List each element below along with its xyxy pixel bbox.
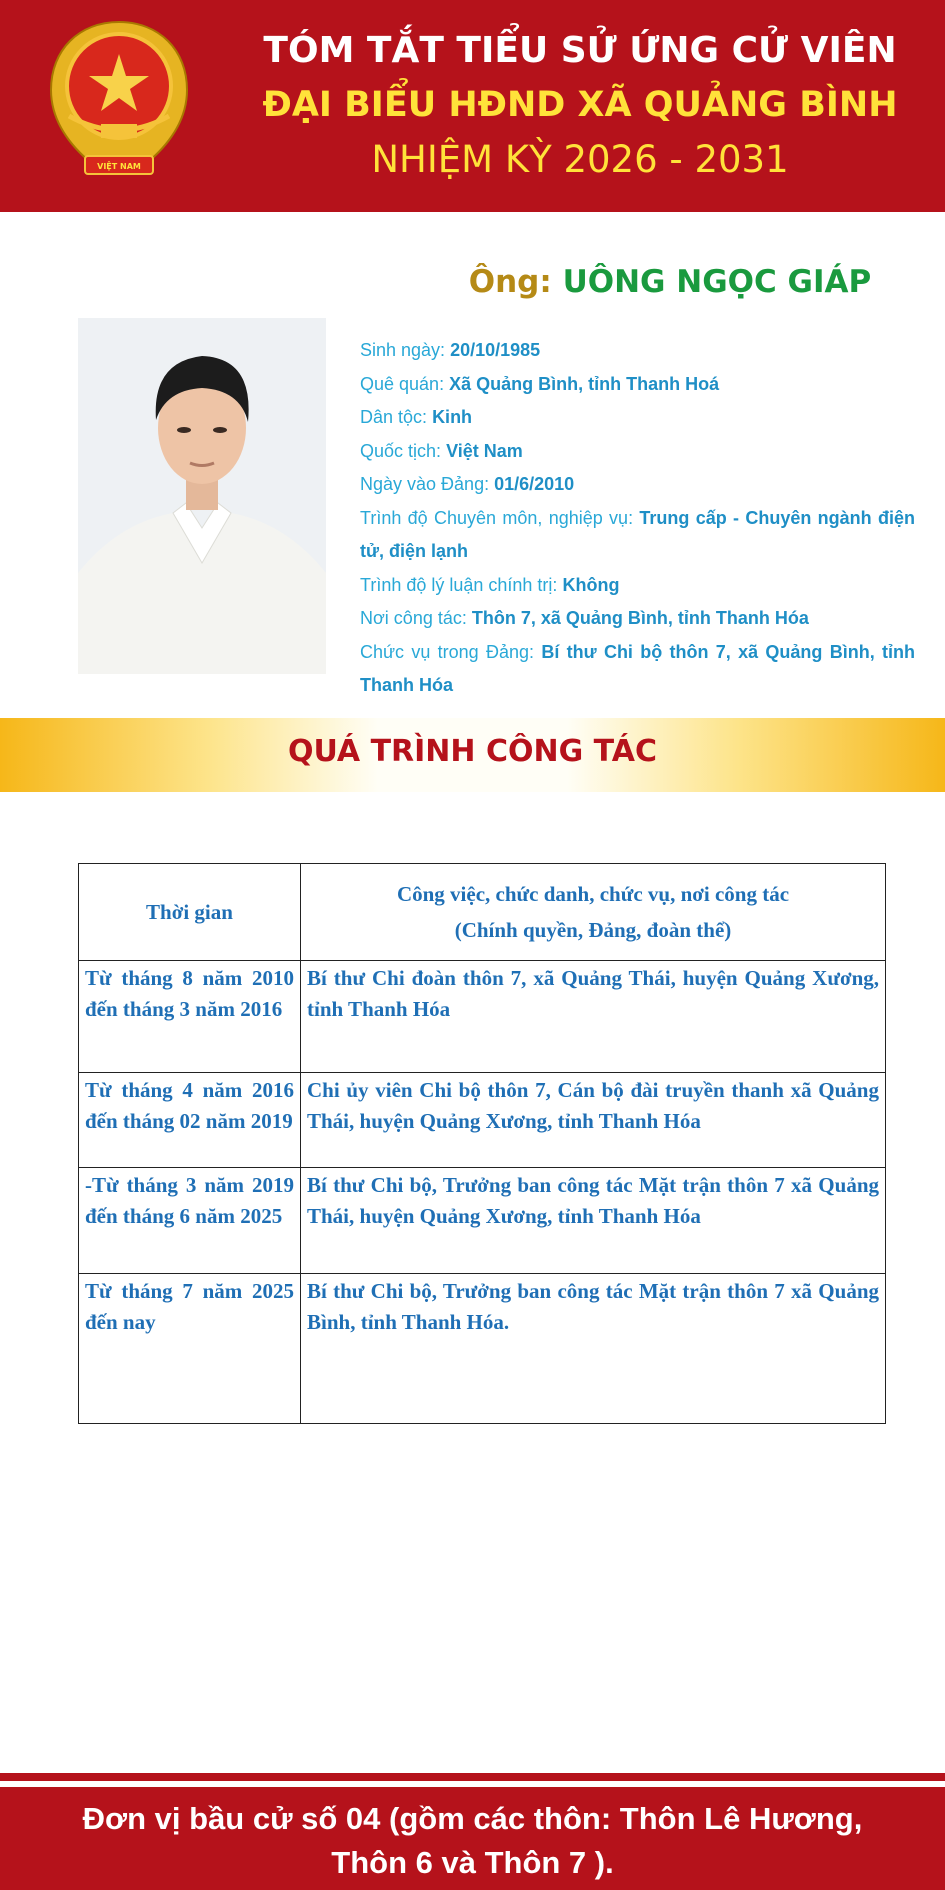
header-time: Thời gian [79, 864, 301, 961]
footer-text [20, 1797, 925, 1885]
table-row [79, 1168, 886, 1274]
candidate-name: UÔNG NGỌC GIÁP [562, 264, 872, 300]
info-value: 20/10/1985 [450, 340, 541, 360]
time-cell: -Từ tháng 3 năm 2019 đến tháng 6 năm 2025 [79, 1168, 301, 1274]
footer-line2: Thôn 6 và Thôn 7 ). [331, 1845, 614, 1880]
candidate-name-line [440, 264, 900, 300]
header-term: NHIỆM KỲ 2026 - 2031 [371, 138, 789, 181]
work-history-table [78, 863, 886, 1424]
info-label: Nơi công tác: [360, 608, 467, 628]
header-work-line2: (Chính quyền, Đảng, đoàn thể) [454, 918, 732, 942]
emblem-label: VIỆT NAM [97, 162, 141, 171]
info-nationality [360, 435, 915, 469]
candidate-info [360, 334, 915, 703]
table-row [79, 961, 886, 1073]
info-value: Kinh [432, 407, 473, 427]
candidate-prefix: Ông: [468, 264, 552, 300]
footer-stripe [0, 1773, 945, 1781]
info-workplace [360, 602, 915, 636]
info-label: Sinh ngày: [360, 340, 446, 360]
info-label: Quê quán: [360, 373, 445, 394]
table-header-row [79, 864, 886, 961]
work-cell: Chi ủy viên Chi bộ thôn 7, Cán bộ đài truyền thanh xã Quảng Thái, huyện Quảng Xương, tỉnh Thanh Hóa [301, 1073, 886, 1168]
portrait-image [78, 318, 326, 674]
candidate-photo [78, 318, 326, 674]
info-value: Thôn 7, xã Quảng Bình, tỉnh Thanh Hóa [471, 608, 809, 628]
info-label: Dân tộc: [360, 407, 428, 427]
footer-line1: Đơn vị bầu cử số 04 (gồm các thôn: Thôn Lê Hương, [82, 1801, 863, 1836]
table-row [79, 1274, 886, 1424]
work-cell: Bí thư Chi bộ, Trưởng ban công tác Mặt trận thôn 7 xã Quảng Thái, huyện Quảng Xương, tỉnh Thanh Hóa [301, 1168, 886, 1274]
national-emblem-icon [38, 16, 200, 184]
header-subtitle: ĐẠI BIỂU HĐND XÃ QUẢNG BÌNH [262, 85, 898, 125]
time-cell: Từ tháng 8 năm 2010 đến tháng 3 năm 2016 [79, 961, 301, 1073]
info-hometown [360, 368, 915, 402]
info-professional-level [360, 502, 915, 569]
info-birth-date [360, 334, 915, 368]
info-value: 01/6/2010 [494, 474, 575, 494]
info-label: Ngày vào Đảng: [360, 474, 490, 494]
time-cell: Từ tháng 4 năm 2016 đến tháng 02 năm 2019 [79, 1073, 301, 1168]
info-label: Trình độ Chuyên môn, nghiệp vụ: [360, 507, 634, 528]
info-party-join-date [360, 468, 915, 502]
info-value: Trung cấp - Chuyên ngành điện tử, điện lạnh [360, 507, 915, 561]
info-value: Việt Nam [446, 440, 523, 461]
info-label: Trình độ lý luận chính trị: [360, 574, 558, 595]
info-political-theory [360, 569, 915, 603]
info-ethnicity [360, 401, 915, 435]
info-value: Bí thư Chi bộ thôn 7, xã Quảng Bình, tỉnh Thanh Hóa [360, 641, 915, 695]
header-work [301, 864, 886, 961]
info-value: Xã Quảng Bình, tỉnh Thanh Hoá [449, 373, 720, 394]
time-cell: Từ tháng 7 năm 2025 đến nay [79, 1274, 301, 1424]
work-cell: Bí thư Chi bộ, Trưởng ban công tác Mặt trận thôn 7 xã Quảng Bình, tỉnh Thanh Hóa. [301, 1274, 886, 1424]
header-work-line1: Công việc, chức danh, chức vụ, nơi công tác [396, 882, 790, 906]
info-label: Quốc tịch: [360, 440, 442, 461]
table-row [79, 1073, 886, 1168]
info-party-position [360, 636, 915, 703]
work-cell: Bí thư Chi đoàn thôn 7, xã Quảng Thái, huyện Quảng Xương, tỉnh Thanh Hóa [301, 961, 886, 1073]
info-label: Chức vụ trong Đảng: [360, 641, 535, 662]
info-value: Không [562, 574, 620, 595]
header-title: TÓM TẮT TIỂU SỬ ỨNG CỬ VIÊN [263, 30, 897, 71]
section-title: QUÁ TRÌNH CÔNG TÁC [287, 734, 658, 769]
